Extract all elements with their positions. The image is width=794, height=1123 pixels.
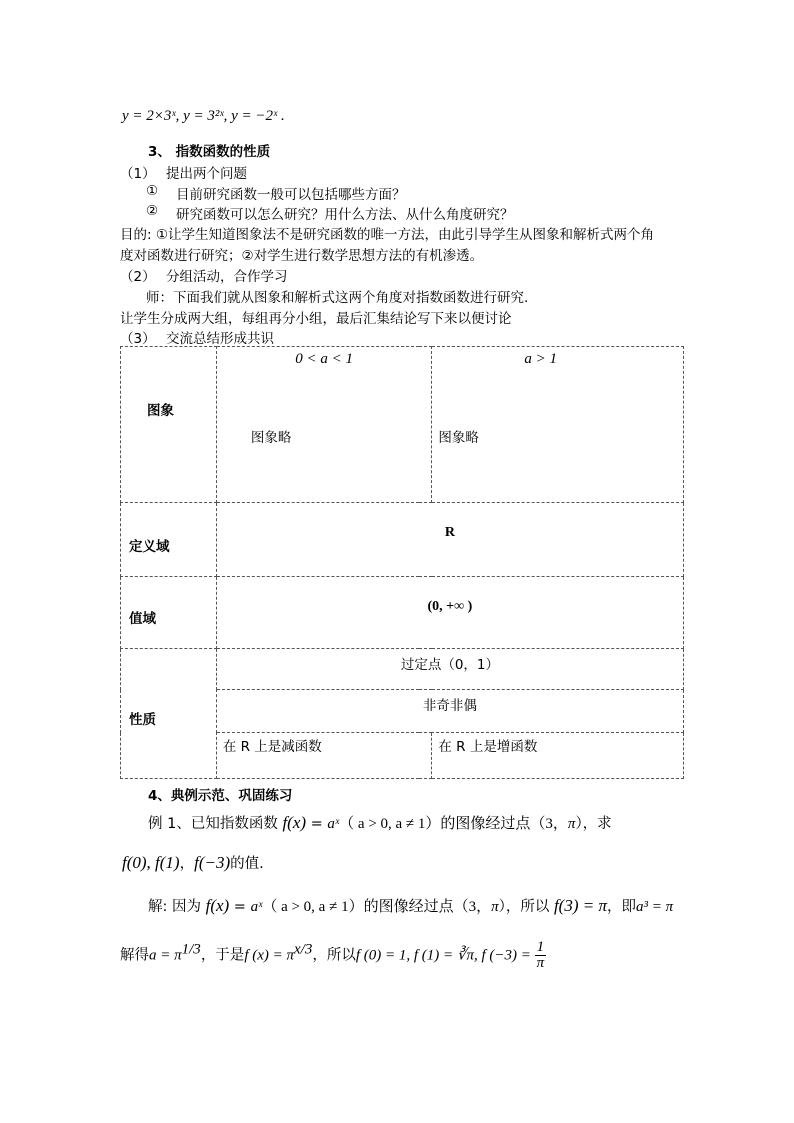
range-cell <box>216 577 683 649</box>
q2-mark: ② <box>146 203 159 219</box>
p3-text: 交流总结形成共识 <box>166 331 274 347</box>
section3-title: 3、 指数函数的性质 <box>148 144 271 160</box>
range-value: (0, +∞ ) <box>427 599 473 614</box>
row-head-props: 性质 <box>121 649 217 779</box>
purpose-line1: 目的: ①让学生知道图象法不是研究函数的唯一方法，由此引导学生从图象和解析式两个角 <box>120 227 654 243</box>
top-formula: y = 2×3ˣ, y = 3²ˣ, y = −2ˣ . <box>122 108 285 124</box>
graph-omitted-2: 图象略 <box>438 430 479 446</box>
p3-num: （3） <box>120 331 156 347</box>
p2-num: （2） <box>120 269 156 285</box>
parity-cell <box>216 690 683 733</box>
q1-text: 目前研究函数一般可以包括哪些方面？ <box>176 187 406 203</box>
col2-head: a > 1 <box>524 351 557 367</box>
section4-title: 4、典例示范、巩固练习 <box>148 788 293 804</box>
solution-line2: 解得$a = \pi^{1/3}$，于是f $(x) = \pi^{x/3}$，所以f (0) = 1, f (1) = ∛π, f (−3) = $\frac{1}{\pi}$ <box>120 939 545 971</box>
row-head-domain: 定义域 <box>121 503 217 577</box>
fixed-point-cell <box>216 649 683 690</box>
graph-cell-a-lt-1 <box>216 347 432 503</box>
p1-num: （1） <box>120 166 156 182</box>
q1-mark: ① <box>146 183 159 199</box>
example1-line1: 例 1、已知指数函数 f(x) = aˣ（ a > 0, a ≠ 1）的图像经过点（3，π），求 <box>148 813 612 832</box>
increasing-cell <box>432 733 684 779</box>
increasing-text: 在 R 上是增函数 <box>438 739 538 755</box>
teacher-line: 师：下面我们就从图象和解析式这两个角度对指数函数进行研究. <box>146 290 529 306</box>
graph-omitted-1: 图象略 <box>250 430 292 446</box>
exponential-properties-table <box>120 346 684 779</box>
domain-value: R <box>444 525 455 540</box>
p2-text: 分组活动，合作学习 <box>166 269 288 285</box>
decreasing-text: 在 R 上是减函数 <box>222 739 322 755</box>
col1-head: 0 < a < 1 <box>295 351 353 367</box>
q2-text: 研究函数可以怎么研究？用什么方法、从什么角度研究？ <box>176 207 514 223</box>
example1-line2: f(0), f(1)，f(−3)的值. <box>122 853 264 872</box>
group-line: 让学生分成两大组，每组再分小组，最后汇集结论写下来以便讨论 <box>120 311 512 327</box>
graph-cell-a-gt-1 <box>432 347 684 503</box>
solution-line1: 解: 因为 f(x) = aˣ（ a > 0, a ≠ 1）的图像经过点（3，π），所以 f(3) = π，即a³ = π <box>148 896 674 915</box>
row-head-graph: 图象 <box>121 347 217 503</box>
row-head-range: 值域 <box>121 577 217 649</box>
domain-cell <box>216 503 683 577</box>
purpose-line2: 度对函数进行研究；②对学生进行数学思想方法的有机渗透。 <box>120 248 484 264</box>
parity-text: 非奇非偶 <box>422 698 477 714</box>
decreasing-cell <box>216 733 432 779</box>
p1-text: 提出两个问题 <box>166 166 247 182</box>
fixed-point-text: 过定点（0，1） <box>400 657 500 673</box>
